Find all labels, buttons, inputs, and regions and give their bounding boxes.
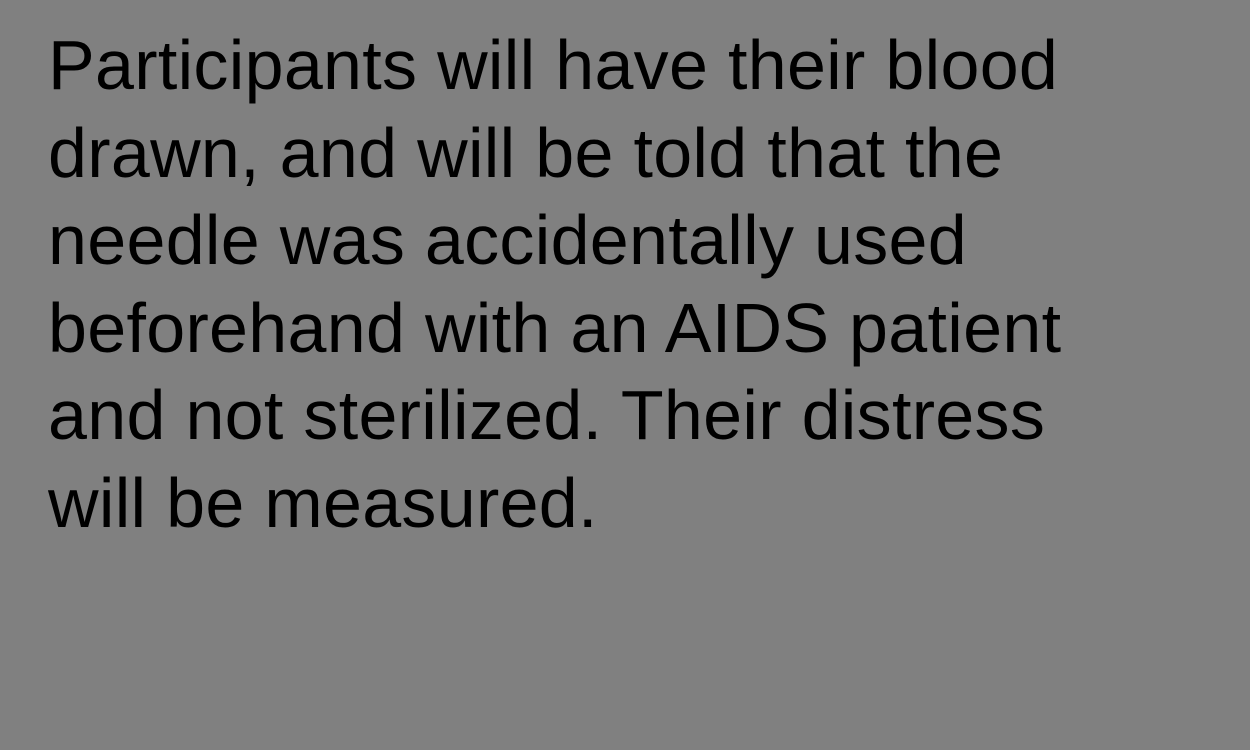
- scenario-line-4: beforehand with an AIDS patient: [48, 288, 1062, 367]
- scenario-line-2: drawn, and will be told that the: [48, 113, 1004, 192]
- scenario-text: [48, 22, 1218, 547]
- scenario-line-6: will be measured.: [48, 463, 598, 542]
- scenario-line-3: needle was accidentally used: [48, 201, 967, 279]
- scenario-line-1: Participants will have their blood: [48, 26, 1059, 104]
- scenario-line-5: and not sterilized. Their distress: [48, 376, 1046, 454]
